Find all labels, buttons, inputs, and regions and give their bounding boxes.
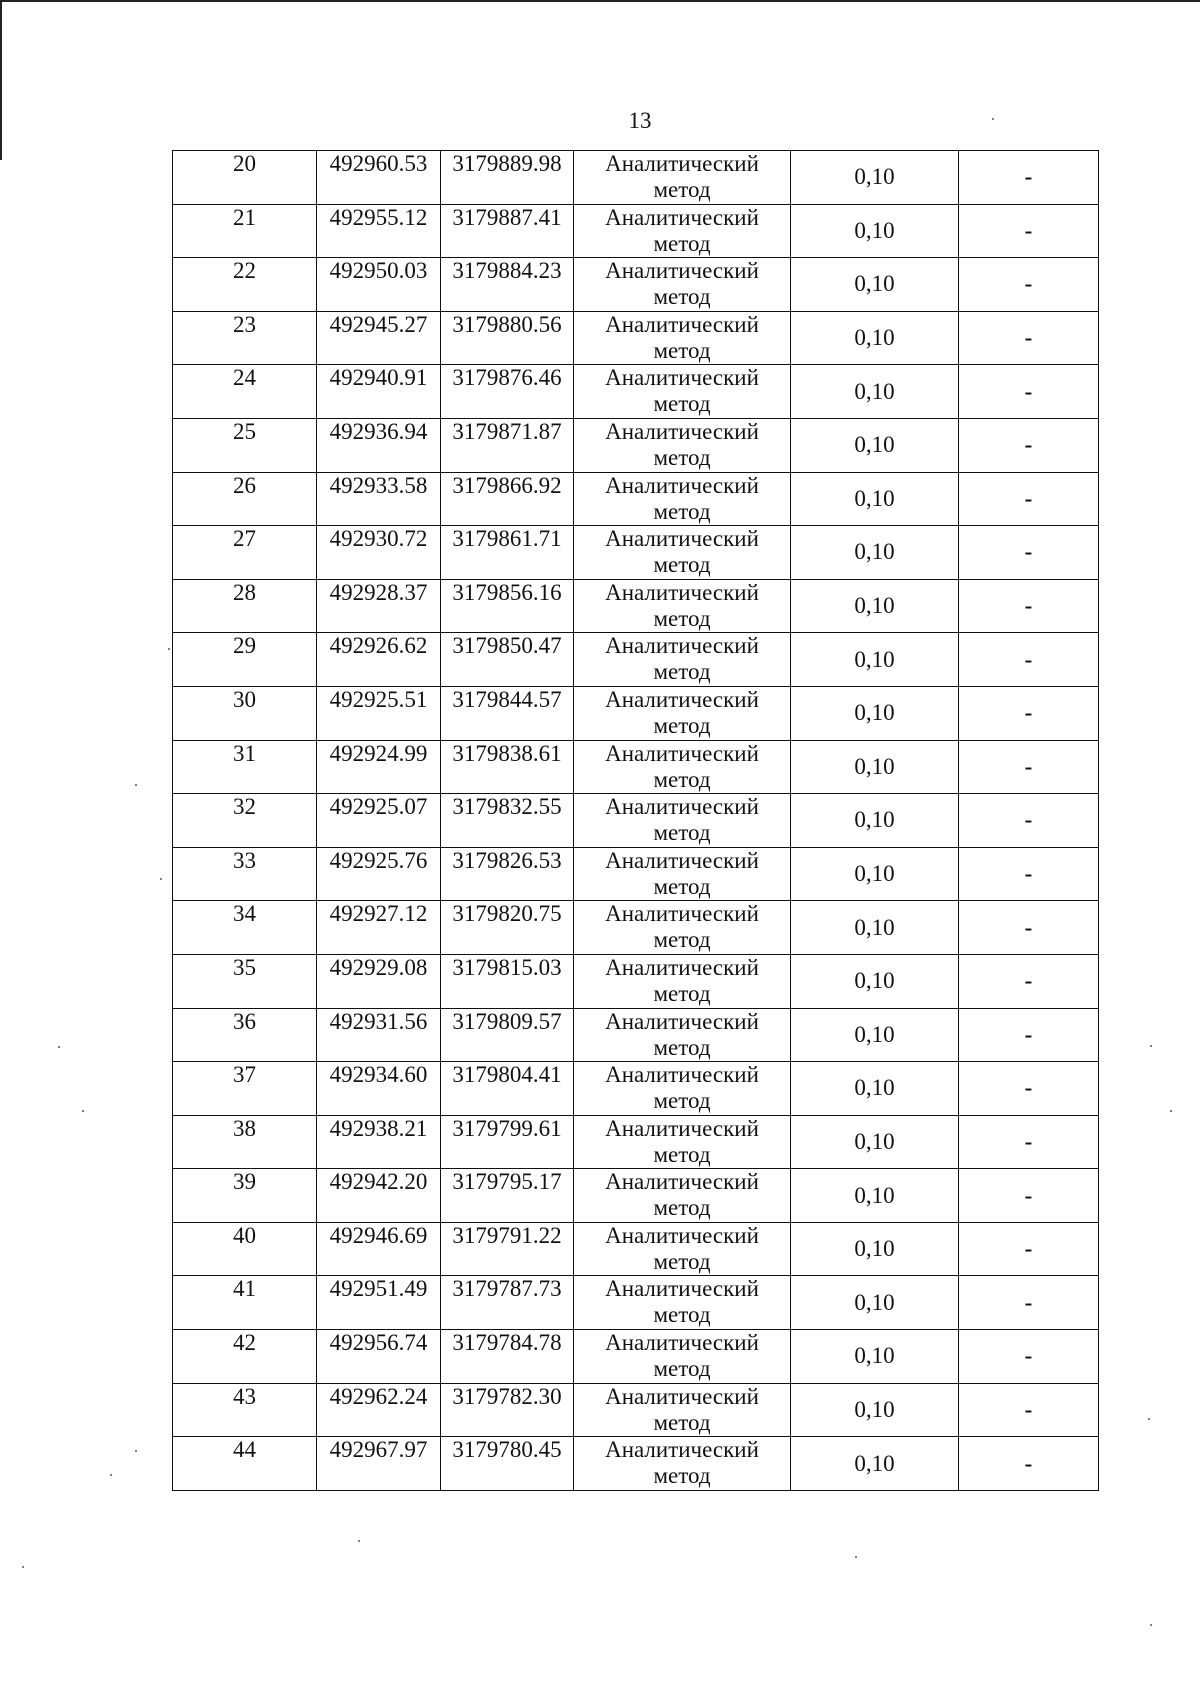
y-coordinate-cell: 3179838.61 [441, 740, 574, 794]
accuracy-cell: 0,10 [791, 847, 959, 901]
method-line-1: Аналитический [605, 1222, 759, 1248]
description-cell: - [959, 151, 1099, 205]
point-number-cell: 42 [173, 1330, 317, 1384]
table-row [173, 1383, 1099, 1437]
accuracy-cell: 0,10 [791, 311, 959, 365]
table-row [173, 1169, 1099, 1223]
method-line-2: метод [653, 605, 711, 631]
x-coordinate-cell: 492942.20 [317, 1169, 441, 1223]
description-cell: - [959, 526, 1099, 580]
method-line-2: метод [653, 980, 711, 1006]
method-line-1: Аналитический [605, 633, 759, 659]
description-cell: - [959, 1115, 1099, 1169]
y-coordinate-cell: 3179871.87 [441, 418, 574, 472]
method-cell [574, 1437, 791, 1491]
y-coordinate-cell: 3179884.23 [441, 258, 574, 312]
scan-speck [1150, 1045, 1152, 1047]
x-coordinate-cell: 492940.91 [317, 365, 441, 419]
point-number-cell: 21 [173, 204, 317, 258]
method-cell [574, 365, 791, 419]
description-cell: - [959, 847, 1099, 901]
y-coordinate-cell: 3179815.03 [441, 954, 574, 1008]
point-number-cell: 23 [173, 311, 317, 365]
accuracy-cell: 0,10 [791, 740, 959, 794]
table-row [173, 794, 1099, 848]
accuracy-cell: 0,10 [791, 1330, 959, 1384]
method-line-2: метод [653, 1088, 711, 1114]
point-number-cell: 25 [173, 418, 317, 472]
accuracy-cell: 0,10 [791, 1115, 959, 1169]
scan-speck [1150, 1624, 1152, 1626]
x-coordinate-cell: 492929.08 [317, 954, 441, 1008]
description-cell: - [959, 311, 1099, 365]
method-line-1: Аналитический [605, 686, 759, 712]
scan-speck [135, 1450, 137, 1452]
point-number-cell: 39 [173, 1169, 317, 1223]
accuracy-cell: 0,10 [791, 686, 959, 740]
scan-speck [168, 648, 170, 650]
table-row [173, 1222, 1099, 1276]
x-coordinate-cell: 492962.24 [317, 1383, 441, 1437]
description-cell: - [959, 633, 1099, 687]
table-row [173, 847, 1099, 901]
y-coordinate-cell: 3179780.45 [441, 1437, 574, 1491]
accuracy-cell: 0,10 [791, 258, 959, 312]
method-cell [574, 633, 791, 687]
y-coordinate-cell: 3179791.22 [441, 1222, 574, 1276]
table-row [173, 204, 1099, 258]
accuracy-cell: 0,10 [791, 1062, 959, 1116]
y-coordinate-cell: 3179795.17 [441, 1169, 574, 1223]
scan-speck [82, 1110, 84, 1112]
method-cell [574, 472, 791, 526]
method-line-2: метод [653, 1463, 711, 1489]
method-line-1: Аналитический [605, 1383, 759, 1409]
method-cell [574, 1115, 791, 1169]
y-coordinate-cell: 3179804.41 [441, 1062, 574, 1116]
x-coordinate-cell: 492960.53 [317, 151, 441, 205]
table-row [173, 151, 1099, 205]
method-line-1: Аналитический [605, 1115, 759, 1141]
method-line-1: Аналитический [605, 311, 759, 337]
y-coordinate-cell: 3179809.57 [441, 1008, 574, 1062]
point-number-cell: 43 [173, 1383, 317, 1437]
method-line-1: Аналитический [605, 847, 759, 873]
y-coordinate-cell: 3179844.57 [441, 686, 574, 740]
method-cell [574, 686, 791, 740]
method-line-1: Аналитический [605, 204, 759, 230]
method-line-1: Аналитический [605, 579, 759, 605]
x-coordinate-cell: 492950.03 [317, 258, 441, 312]
method-line-2: метод [653, 284, 711, 310]
y-coordinate-cell: 3179850.47 [441, 633, 574, 687]
table-row [173, 365, 1099, 419]
x-coordinate-cell: 492931.56 [317, 1008, 441, 1062]
y-coordinate-cell: 3179866.92 [441, 472, 574, 526]
method-line-1: Аналитический [605, 794, 759, 820]
description-cell: - [959, 418, 1099, 472]
accuracy-cell: 0,10 [791, 418, 959, 472]
y-coordinate-cell: 3179787.73 [441, 1276, 574, 1330]
method-line-1: Аналитический [605, 1008, 759, 1034]
accuracy-cell: 0,10 [791, 204, 959, 258]
method-cell [574, 526, 791, 580]
method-line-1: Аналитический [605, 901, 759, 927]
method-line-2: метод [653, 177, 711, 202]
table-row [173, 901, 1099, 955]
method-line-2: метод [653, 927, 711, 953]
method-cell [574, 579, 791, 633]
accuracy-cell: 0,10 [791, 472, 959, 526]
method-cell [574, 740, 791, 794]
coordinates-table-body [173, 151, 1099, 1491]
method-cell [574, 258, 791, 312]
method-cell [574, 418, 791, 472]
description-cell: - [959, 1222, 1099, 1276]
method-line-2: метод [653, 498, 711, 524]
description-cell: - [959, 204, 1099, 258]
point-number-cell: 35 [173, 954, 317, 1008]
description-cell: - [959, 794, 1099, 848]
accuracy-cell: 0,10 [791, 579, 959, 633]
point-number-cell: 30 [173, 686, 317, 740]
point-number-cell: 36 [173, 1008, 317, 1062]
page-number: 13 [628, 108, 652, 133]
table-row [173, 954, 1099, 1008]
point-number-cell: 31 [173, 740, 317, 794]
method-line-2: метод [653, 1195, 711, 1221]
method-line-2: метод [653, 1141, 711, 1167]
method-line-2: метод [653, 766, 711, 792]
table-row [173, 1330, 1099, 1384]
y-coordinate-cell: 3179826.53 [441, 847, 574, 901]
method-line-1: Аналитический [605, 1437, 759, 1463]
x-coordinate-cell: 492930.72 [317, 526, 441, 580]
scan-speck [22, 1566, 24, 1568]
description-cell: - [959, 1008, 1099, 1062]
table-row [173, 579, 1099, 633]
scan-speck [160, 878, 162, 880]
method-line-1: Аналитический [605, 365, 759, 391]
method-cell [574, 1062, 791, 1116]
description-cell: - [959, 1437, 1099, 1491]
point-number-cell: 29 [173, 633, 317, 687]
x-coordinate-cell: 492934.60 [317, 1062, 441, 1116]
table-row [173, 258, 1099, 312]
page-edge-left [0, 0, 2, 160]
accuracy-cell: 0,10 [791, 901, 959, 955]
method-cell [574, 1383, 791, 1437]
method-line-1: Аналитический [605, 526, 759, 552]
y-coordinate-cell: 3179876.46 [441, 365, 574, 419]
point-number-cell: 37 [173, 1062, 317, 1116]
description-cell: - [959, 579, 1099, 633]
method-cell [574, 1276, 791, 1330]
table-row [173, 1276, 1099, 1330]
description-cell: - [959, 1383, 1099, 1437]
x-coordinate-cell: 492928.37 [317, 579, 441, 633]
method-line-2: метод [653, 1302, 711, 1328]
method-line-1: Аналитический [605, 1276, 759, 1302]
accuracy-cell: 0,10 [791, 1169, 959, 1223]
description-cell: - [959, 1169, 1099, 1223]
method-line-2: метод [653, 1248, 711, 1274]
point-number-cell: 44 [173, 1437, 317, 1491]
method-line-1: Аналитический [605, 418, 759, 444]
point-number-cell: 22 [173, 258, 317, 312]
table-row [173, 311, 1099, 365]
point-number-cell: 24 [173, 365, 317, 419]
y-coordinate-cell: 3179782.30 [441, 1383, 574, 1437]
point-number-cell: 32 [173, 794, 317, 848]
method-line-1: Аналитический [605, 954, 759, 980]
x-coordinate-cell: 492925.76 [317, 847, 441, 901]
method-cell [574, 204, 791, 258]
x-coordinate-cell: 492925.07 [317, 794, 441, 848]
method-line-2: метод [653, 552, 711, 578]
y-coordinate-cell: 3179820.75 [441, 901, 574, 955]
x-coordinate-cell: 492967.97 [317, 1437, 441, 1491]
description-cell: - [959, 258, 1099, 312]
accuracy-cell: 0,10 [791, 526, 959, 580]
accuracy-cell: 0,10 [791, 151, 959, 205]
x-coordinate-cell: 492927.12 [317, 901, 441, 955]
method-cell [574, 1008, 791, 1062]
description-cell: - [959, 954, 1099, 1008]
point-number-cell: 38 [173, 1115, 317, 1169]
y-coordinate-cell: 3179799.61 [441, 1115, 574, 1169]
scan-speck [58, 1046, 60, 1048]
x-coordinate-cell: 492925.51 [317, 686, 441, 740]
method-line-1: Аналитический [605, 258, 759, 284]
scan-speck [992, 118, 994, 120]
point-number-cell: 33 [173, 847, 317, 901]
table-row [173, 526, 1099, 580]
description-cell: - [959, 901, 1099, 955]
method-line-1: Аналитический [605, 1169, 759, 1195]
description-cell: - [959, 686, 1099, 740]
x-coordinate-cell: 492924.99 [317, 740, 441, 794]
table-row [173, 418, 1099, 472]
x-coordinate-cell: 492926.62 [317, 633, 441, 687]
method-cell [574, 847, 791, 901]
point-number-cell: 26 [173, 472, 317, 526]
x-coordinate-cell: 492956.74 [317, 1330, 441, 1384]
point-number-cell: 20 [173, 151, 317, 205]
x-coordinate-cell: 492938.21 [317, 1115, 441, 1169]
method-cell [574, 1330, 791, 1384]
accuracy-cell: 0,10 [791, 1437, 959, 1491]
table-row [173, 686, 1099, 740]
point-number-cell: 27 [173, 526, 317, 580]
x-coordinate-cell: 492946.69 [317, 1222, 441, 1276]
description-cell: - [959, 1330, 1099, 1384]
method-cell [574, 151, 791, 205]
scan-speck [135, 784, 137, 786]
scan-speck [110, 1474, 112, 1476]
accuracy-cell: 0,10 [791, 1008, 959, 1062]
accuracy-cell: 0,10 [791, 954, 959, 1008]
method-line-2: метод [653, 873, 711, 899]
method-line-2: метод [653, 230, 711, 256]
accuracy-cell: 0,10 [791, 1222, 959, 1276]
accuracy-cell: 0,10 [791, 365, 959, 419]
method-line-2: метод [653, 444, 711, 470]
x-coordinate-cell: 492945.27 [317, 311, 441, 365]
method-line-2: метод [653, 391, 711, 417]
x-coordinate-cell: 492936.94 [317, 418, 441, 472]
method-cell [574, 1222, 791, 1276]
method-line-1: Аналитический [605, 151, 759, 176]
method-line-2: метод [653, 337, 711, 363]
point-number-cell: 28 [173, 579, 317, 633]
y-coordinate-cell: 3179889.98 [441, 151, 574, 205]
x-coordinate-cell: 492955.12 [317, 204, 441, 258]
point-number-cell: 41 [173, 1276, 317, 1330]
y-coordinate-cell: 3179887.41 [441, 204, 574, 258]
method-line-2: метод [653, 659, 711, 685]
scan-speck [1148, 1418, 1150, 1420]
accuracy-cell: 0,10 [791, 633, 959, 687]
x-coordinate-cell: 492951.49 [317, 1276, 441, 1330]
method-cell [574, 311, 791, 365]
method-line-2: метод [653, 1356, 711, 1382]
method-cell [574, 1169, 791, 1223]
accuracy-cell: 0,10 [791, 1276, 959, 1330]
scan-speck [1170, 1110, 1172, 1112]
method-line-1: Аналитический [605, 1062, 759, 1088]
description-cell: - [959, 740, 1099, 794]
coordinates-table [172, 150, 1099, 1491]
scan-speck [358, 1540, 360, 1542]
description-cell: - [959, 472, 1099, 526]
y-coordinate-cell: 3179832.55 [441, 794, 574, 848]
method-cell [574, 901, 791, 955]
table-row [173, 1008, 1099, 1062]
method-line-2: метод [653, 1034, 711, 1060]
y-coordinate-cell: 3179856.16 [441, 579, 574, 633]
accuracy-cell: 0,10 [791, 794, 959, 848]
method-line-2: метод [653, 712, 711, 738]
y-coordinate-cell: 3179880.56 [441, 311, 574, 365]
point-number-cell: 34 [173, 901, 317, 955]
table-row [173, 472, 1099, 526]
point-number-cell: 40 [173, 1222, 317, 1276]
table-row [173, 1115, 1099, 1169]
description-cell: - [959, 365, 1099, 419]
method-cell [574, 794, 791, 848]
method-line-1: Аналитический [605, 740, 759, 766]
y-coordinate-cell: 3179784.78 [441, 1330, 574, 1384]
method-line-2: метод [653, 820, 711, 846]
description-cell: - [959, 1276, 1099, 1330]
accuracy-cell: 0,10 [791, 1383, 959, 1437]
x-coordinate-cell: 492933.58 [317, 472, 441, 526]
table-row [173, 1062, 1099, 1116]
page-edge-top [0, 0, 1200, 2]
table-row [173, 740, 1099, 794]
table-row [173, 633, 1099, 687]
table-row [173, 1437, 1099, 1491]
method-cell [574, 954, 791, 1008]
scan-speck [855, 1556, 857, 1558]
method-line-2: метод [653, 1409, 711, 1435]
y-coordinate-cell: 3179861.71 [441, 526, 574, 580]
description-cell: - [959, 1062, 1099, 1116]
method-line-1: Аналитический [605, 1330, 759, 1356]
method-line-1: Аналитический [605, 472, 759, 498]
